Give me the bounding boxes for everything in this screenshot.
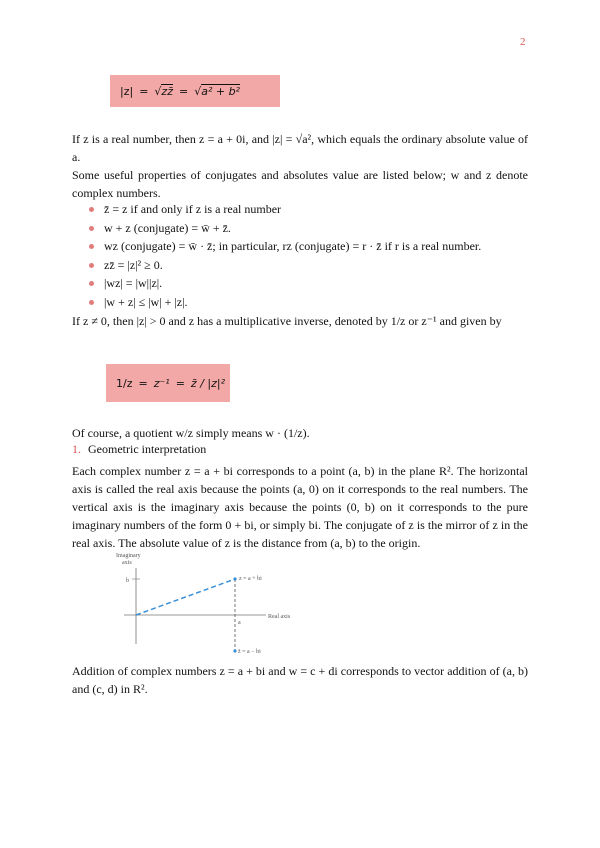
section-title: Geometric interpretation xyxy=(88,442,207,456)
z-label: z = a + bi xyxy=(239,576,262,582)
vector-line xyxy=(136,579,235,615)
a-label: a xyxy=(238,620,241,626)
paragraph-real-number: If z is a real number, then z = a + 0i, and |z| = √a², which equals the ordinary absolute value of a. xyxy=(72,132,528,164)
list-item: z̄ = z if and only if z is a real number xyxy=(86,200,526,219)
formula2-mid: z⁻¹ xyxy=(153,376,170,390)
list-item: wz (conjugate) = w̄ · z̄; in particular, rz (conjugate) = r · z̄ if r is a real number. xyxy=(86,237,526,256)
absolute-value-formula xyxy=(110,75,280,107)
page-number: 2 xyxy=(520,36,526,48)
list-item: w + z (conjugate) = w̄ + z̄. xyxy=(86,219,526,238)
formula2-rhs: z̄ / |z|² xyxy=(190,376,225,390)
formula1-lhs: |z| xyxy=(120,84,134,98)
y-axis-label-1: Imaginary xyxy=(116,553,141,559)
section-heading xyxy=(72,442,206,457)
point-zbar xyxy=(233,649,236,652)
formula2-lhs: 1/z xyxy=(116,376,133,390)
y-axis-label-2: axis xyxy=(122,560,132,566)
paragraph-geometric: Each complex number z = a + bi corresponds to a point (a, b) in the plane R². The horizontal axis is called the real axis because the points (a, 0) on it corresponds to the real numbers. The vertical axis is the imaginary axis because the points (0, b) on it corresponds to the pure imaginary numbers of the form 0 + bi, or simply bi. The conjugate of z is the mirror of z in the real axis. The absolute value of z is the distance from (a, b) to the origin. xyxy=(72,464,528,550)
section-number: 1. xyxy=(72,442,81,456)
list-item: zz̄ = |z|² ≥ 0. xyxy=(86,256,526,275)
formula1-eq1: = xyxy=(139,84,149,98)
paragraph-properties-intro: Some useful properties of conjugates and absolutes value are listed below; w and z denote complex numbers. xyxy=(72,168,528,200)
list-item: |wz| = |w||z|. xyxy=(86,274,526,293)
paragraph-addition: Addition of complex numbers z = a + bi and w = c + di corresponds to vector addition of (a, b) and (c, d) in R². xyxy=(72,664,528,696)
formula1-root1: zz̄ xyxy=(161,85,173,98)
formula1-eq2: = xyxy=(178,84,189,98)
complex-plane-figure xyxy=(110,548,310,660)
paragraph-quotient: Of course, a quotient w/z simply means w · (1/z). xyxy=(72,426,310,440)
list-item: |w + z| ≤ |w| + |z|. xyxy=(86,293,526,312)
sqrt-symbol-1: √ xyxy=(154,84,162,98)
formula1-root2: a² + b² xyxy=(201,85,240,98)
x-axis-label: Real axis xyxy=(268,614,291,620)
properties-list xyxy=(86,200,526,311)
b-label: b xyxy=(126,578,129,584)
paragraph-inverse: If z ≠ 0, then |z| > 0 and z has a multiplicative inverse, denoted by 1/z or z⁻¹ and given by xyxy=(72,314,502,328)
point-z xyxy=(233,577,236,580)
zbar-label: z̄ = a − bi xyxy=(238,649,261,655)
inverse-formula: 1/z = z⁻¹ = z̄ / |z|² xyxy=(106,364,230,402)
sqrt-symbol-2: √ xyxy=(194,84,202,98)
